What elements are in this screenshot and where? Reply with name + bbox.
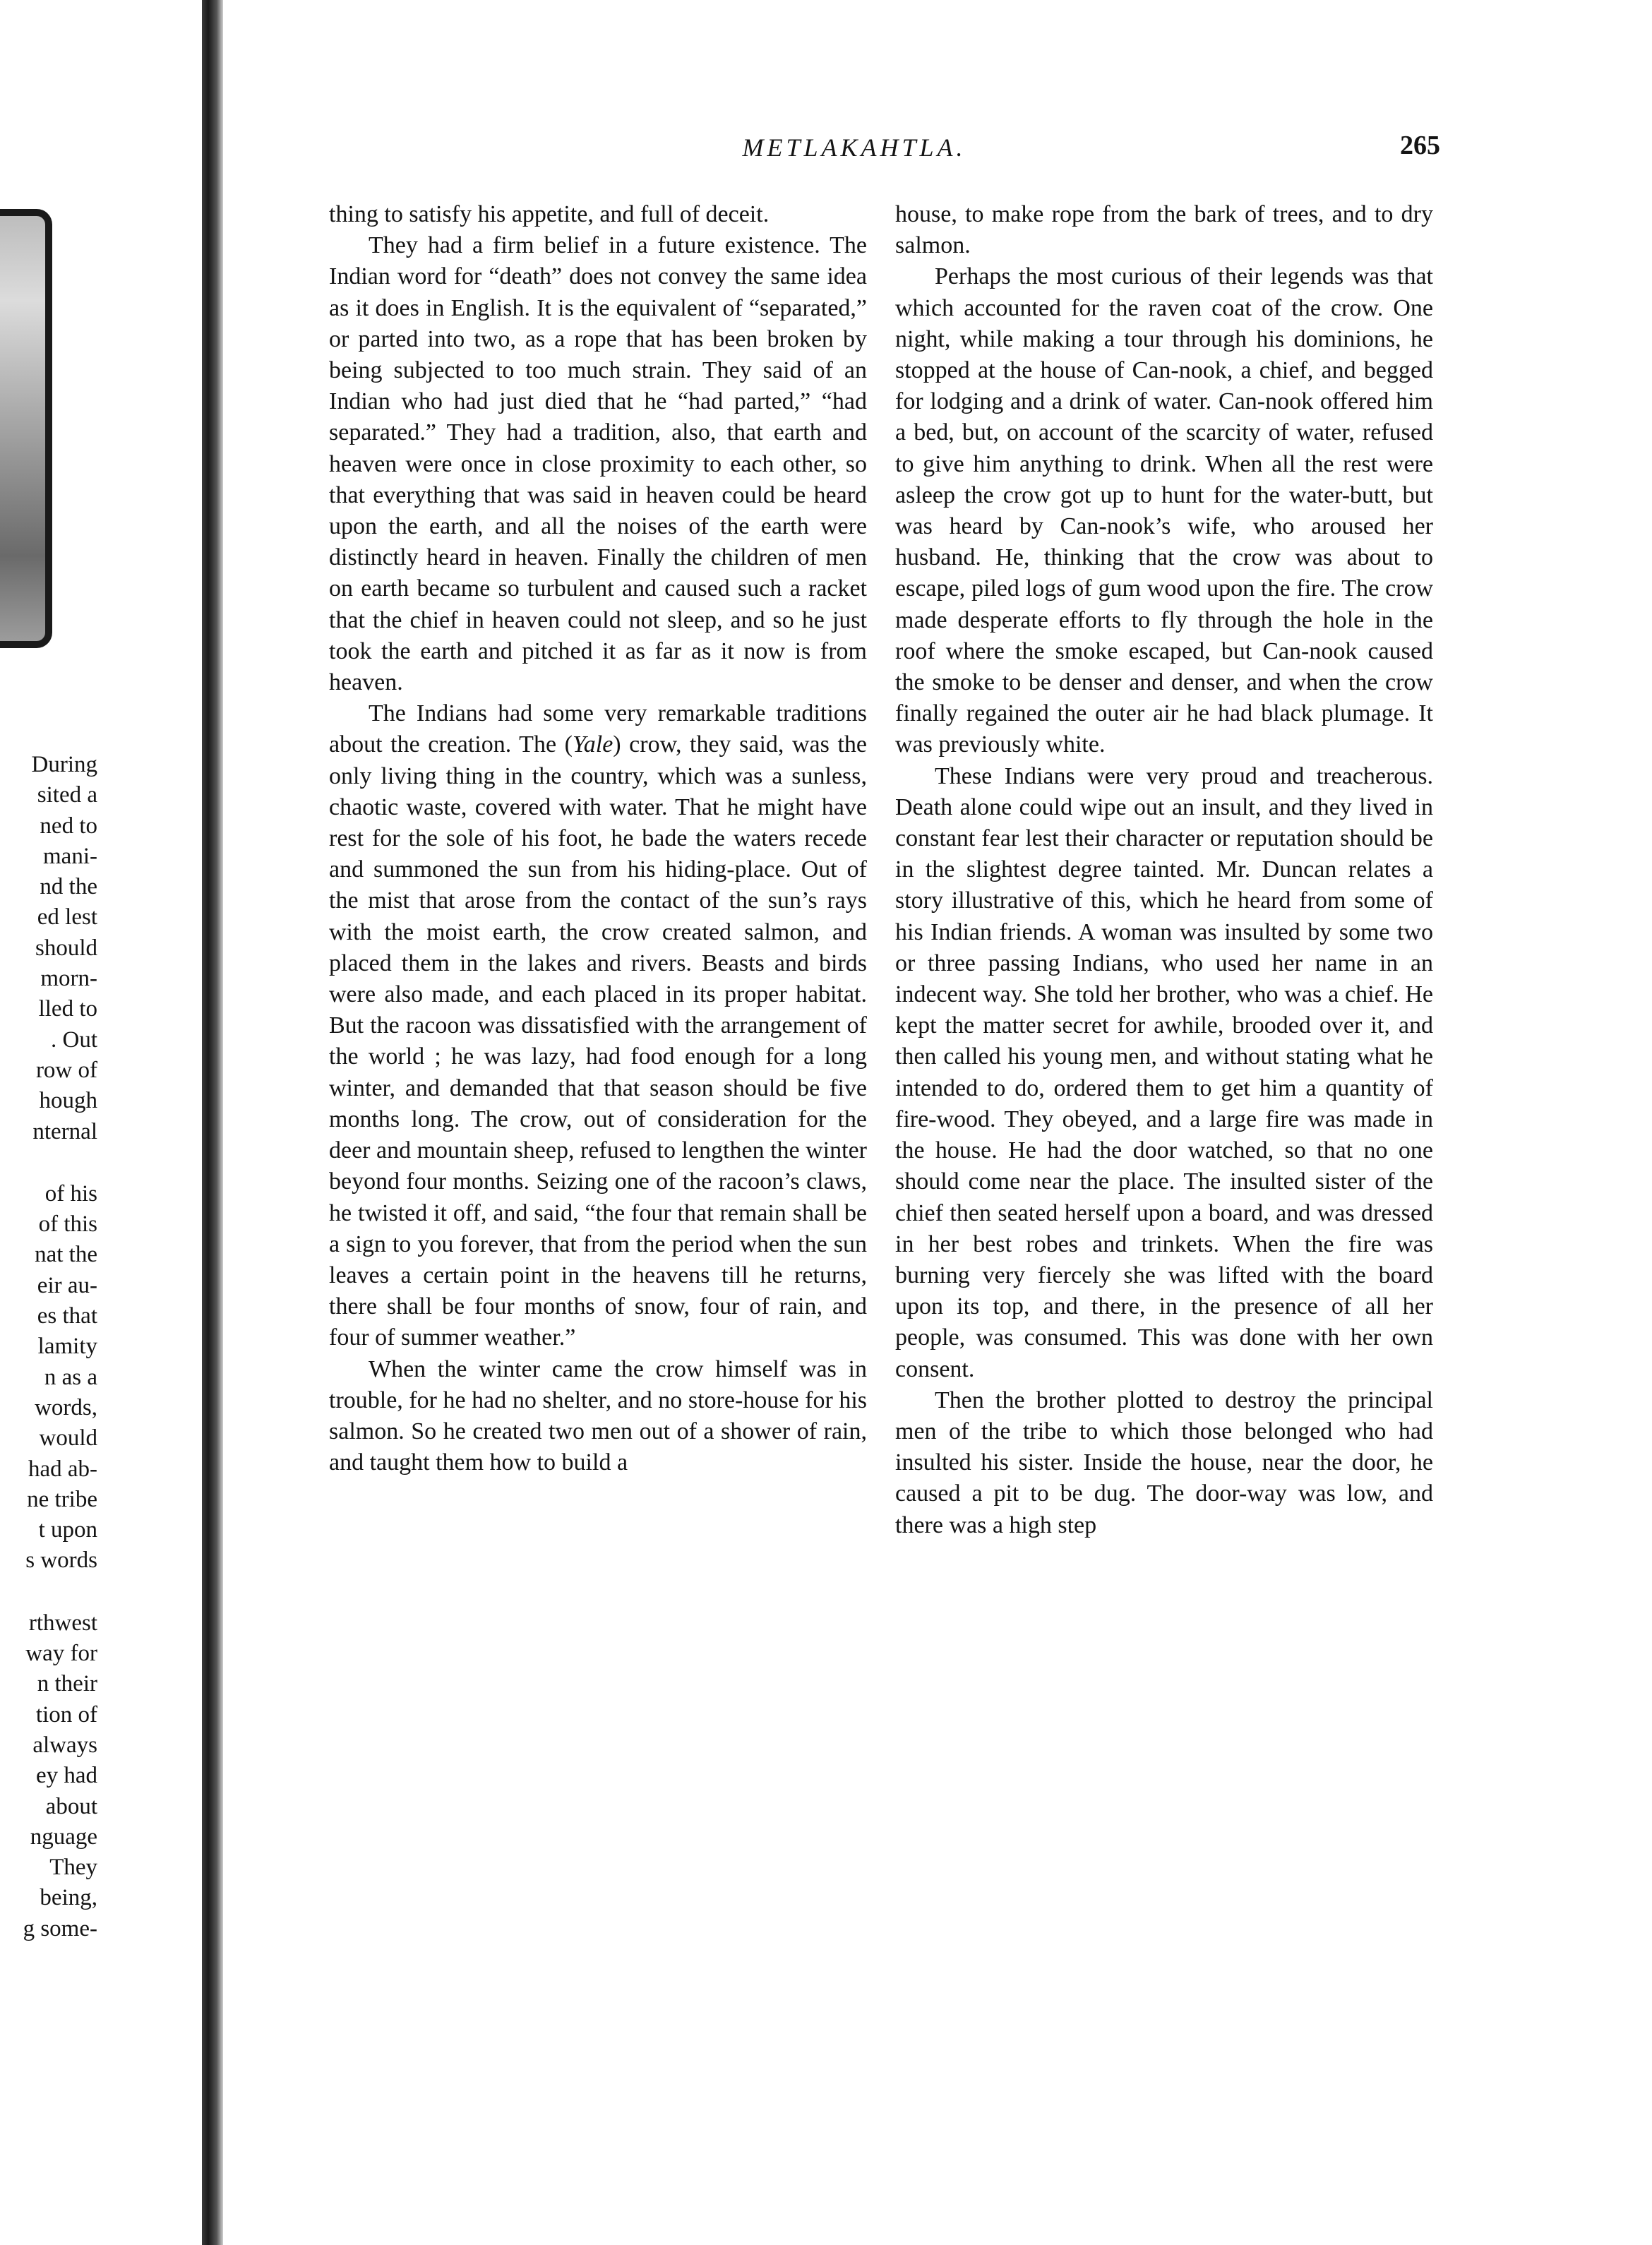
fragment-line: mani- [43, 843, 97, 869]
fragment-group-3 [0, 1608, 97, 1944]
fragment-line: . Out [51, 1026, 97, 1053]
paragraph: Perhaps the most curious of their legends was that which accounted for the raven coat of the crow. One night, while making a tour through his dominions, he stopped at the house of Can-nook, a chief, and begged for lodging and a drink of water. Can-nook offered him a bed, but, on account of the scarcity of water, refused to give him anything to drink. When all the rest were asleep the crow got up to hunt for the water-butt, but was heard by Can-nook’s wife, who aroused her husband. He, thinking that the crow was about to escape, piled logs of gum wood upon the fire. The crow made desperate efforts to fly through the hole in the roof where the smoke escaped, but Can-nook caused the smoke to be denser and denser, and when the crow finally regained the outer air he had black plumage. It was previously white. [895, 263, 1433, 758]
facing-page-text-fragment [0, 750, 97, 1944]
paragraph: Then the brother plotted to destroy the principal men of the tribe to which those belonged who had insulted his sister. Inside the house, near the door, he caused a pit to be dug. The door-way was low, and there was a high step [895, 1387, 1433, 1538]
fragment-line: nd the [40, 874, 97, 900]
fragment-line: lamity [37, 1334, 97, 1360]
fragment-line: n their [37, 1671, 97, 1697]
paragraph: When the winter came the crow himself was in trouble, for he had no shelter, and no store-house for his salmon. So he created two men out of a shower of rain, and taught them how to build a [329, 1355, 867, 1476]
italic-term-yale: Yale [572, 731, 613, 758]
fragment-line: n as a [44, 1364, 97, 1390]
fragment-line: row of [35, 1057, 97, 1083]
fragment-line: ey had [35, 1763, 97, 1789]
fragment-line: should [35, 935, 97, 961]
fragment-line: lled to [38, 996, 97, 1022]
fragment-line: of his [44, 1180, 97, 1207]
fragment-line: being, [40, 1885, 97, 1911]
paragraph: These Indians were very proud and treacherous. Death alone could wipe out an insult, and they lived in constant fear lest their character or reputation should be in the slightest degree tainted. Mr. Duncan relates a story illustrative of this, which he heard from some of his Indian friends. A woman was insulted by some two or three passing Indians, who used her name in an indecent way. She told her brother, who was a chief. He kept the matter secret for awhile, brooded over it, and then called his young men, and without stating what he intended to do, ordered them to get him a quantity of fire-wood. They obeyed, and a large fire was made in the house. He had the door watched, so that no one should come near the place. The insulted sister of the chief then seated herself upon a board, and was dressed in her best robes and trinkets. When the fire was burning very fiercely she was lifted with the board upon its top, and there, in the presence of all her people, was consumed. This was done with her own consent. [895, 762, 1433, 1382]
page-number: 265 [1400, 131, 1440, 160]
paragraph: thing to satisfy his appetite, and full of deceit. [329, 201, 770, 227]
fragment-line: es that [37, 1303, 97, 1329]
fragment-group-2 [0, 1179, 97, 1576]
fragment-line: They [49, 1855, 97, 1881]
fragment-line: morn- [40, 966, 97, 992]
fragment-line: ed lest [37, 904, 97, 930]
fragment-line: hough [39, 1088, 97, 1114]
paragraph-text: The Indians had some very remarkable traditions about the creation. The ( [329, 700, 867, 758]
fragment-line: would [39, 1425, 97, 1451]
book-gutter-shadow [202, 0, 223, 2245]
fragment-line: had ab- [28, 1456, 97, 1482]
fragment-line: way for [25, 1641, 97, 1667]
text-column-left [329, 199, 867, 1478]
fragment-group-1 [0, 750, 97, 1147]
fragment-line: nat the [35, 1242, 97, 1268]
text-column-right [895, 199, 1433, 1541]
fragment-line: nguage [30, 1824, 97, 1850]
paragraph [329, 698, 867, 1353]
fragment-line: t upon [38, 1517, 97, 1543]
facing-page-photo-fragment [0, 209, 52, 648]
paragraph: house, to make rope from the bark of trees, and to dry salmon. [895, 201, 1433, 259]
fragment-line: eir au- [37, 1272, 97, 1298]
fragment-line: s words [25, 1547, 97, 1574]
paragraph: They had a firm belief in a future existence. The Indian word for “death” does not convey the same idea as it does in English. It is the equivalent of “separated,” or parted into two, as a rope that has been broken by being subjected to too much strain. They said of an Indian who had just died that he “had parted,” “had separated.” They had a tradition, also, that earth and heaven were once in close proximity to each other, so that everything that was said in heaven could be heard upon the earth, and all the noises of the earth were distinctly heard in heaven. Finally the children of men on earth became so turbulent and caused such a racket that the chief in heaven could not sleep, and so he just took the earth and pitched it as far as it now is from heaven. [329, 232, 867, 696]
fragment-line: During [31, 752, 97, 777]
fragment-line: sited a [37, 782, 97, 808]
fragment-line: nternal [32, 1118, 97, 1144]
paragraph-text: ) crow, they said, was the only living thing in the country, which was a sunless, chaotic waste, covered with water. That he might have rest for the sole of his foot, he bade the waters recede and summoned the sun from his hiding-place. Out of the mist that arose from the contact of the sun’s rays with the moist earth, the crow created salmon, and placed them in the lakes and rivers. Beasts and birds were also made, and each placed in its proper habitat. But the racoon was dissatisfied with the arrangement of the world ; he was lazy, had food enough for a long winter, and demanded that that season should be five months long. The crow, out of consideration for the deer and mountain sheep, refused to lengthen the winter beyond four months. Seizing one of the racoon’s claws, he twisted it off, and said, “the four that remain shall be a sign to you forever, that from the period when the sun leaves a certain point in the heavens till he returns, there shall be four months of snow, four of rain, and four of summer weather.” [329, 731, 867, 1351]
fragment-line: ne tribe [27, 1486, 97, 1512]
fragment-line: rthwest [28, 1610, 97, 1636]
fragment-line: tion of [35, 1701, 97, 1728]
fragment-line: ned to [40, 813, 97, 839]
fragment-line: of this [38, 1211, 97, 1238]
fragment-line: always [32, 1732, 97, 1758]
fragment-line: words, [35, 1394, 97, 1420]
running-head-title: METLAKAHTLA. [742, 133, 966, 162]
fragment-line: g some- [23, 1915, 97, 1941]
fragment-line: about [45, 1793, 97, 1819]
